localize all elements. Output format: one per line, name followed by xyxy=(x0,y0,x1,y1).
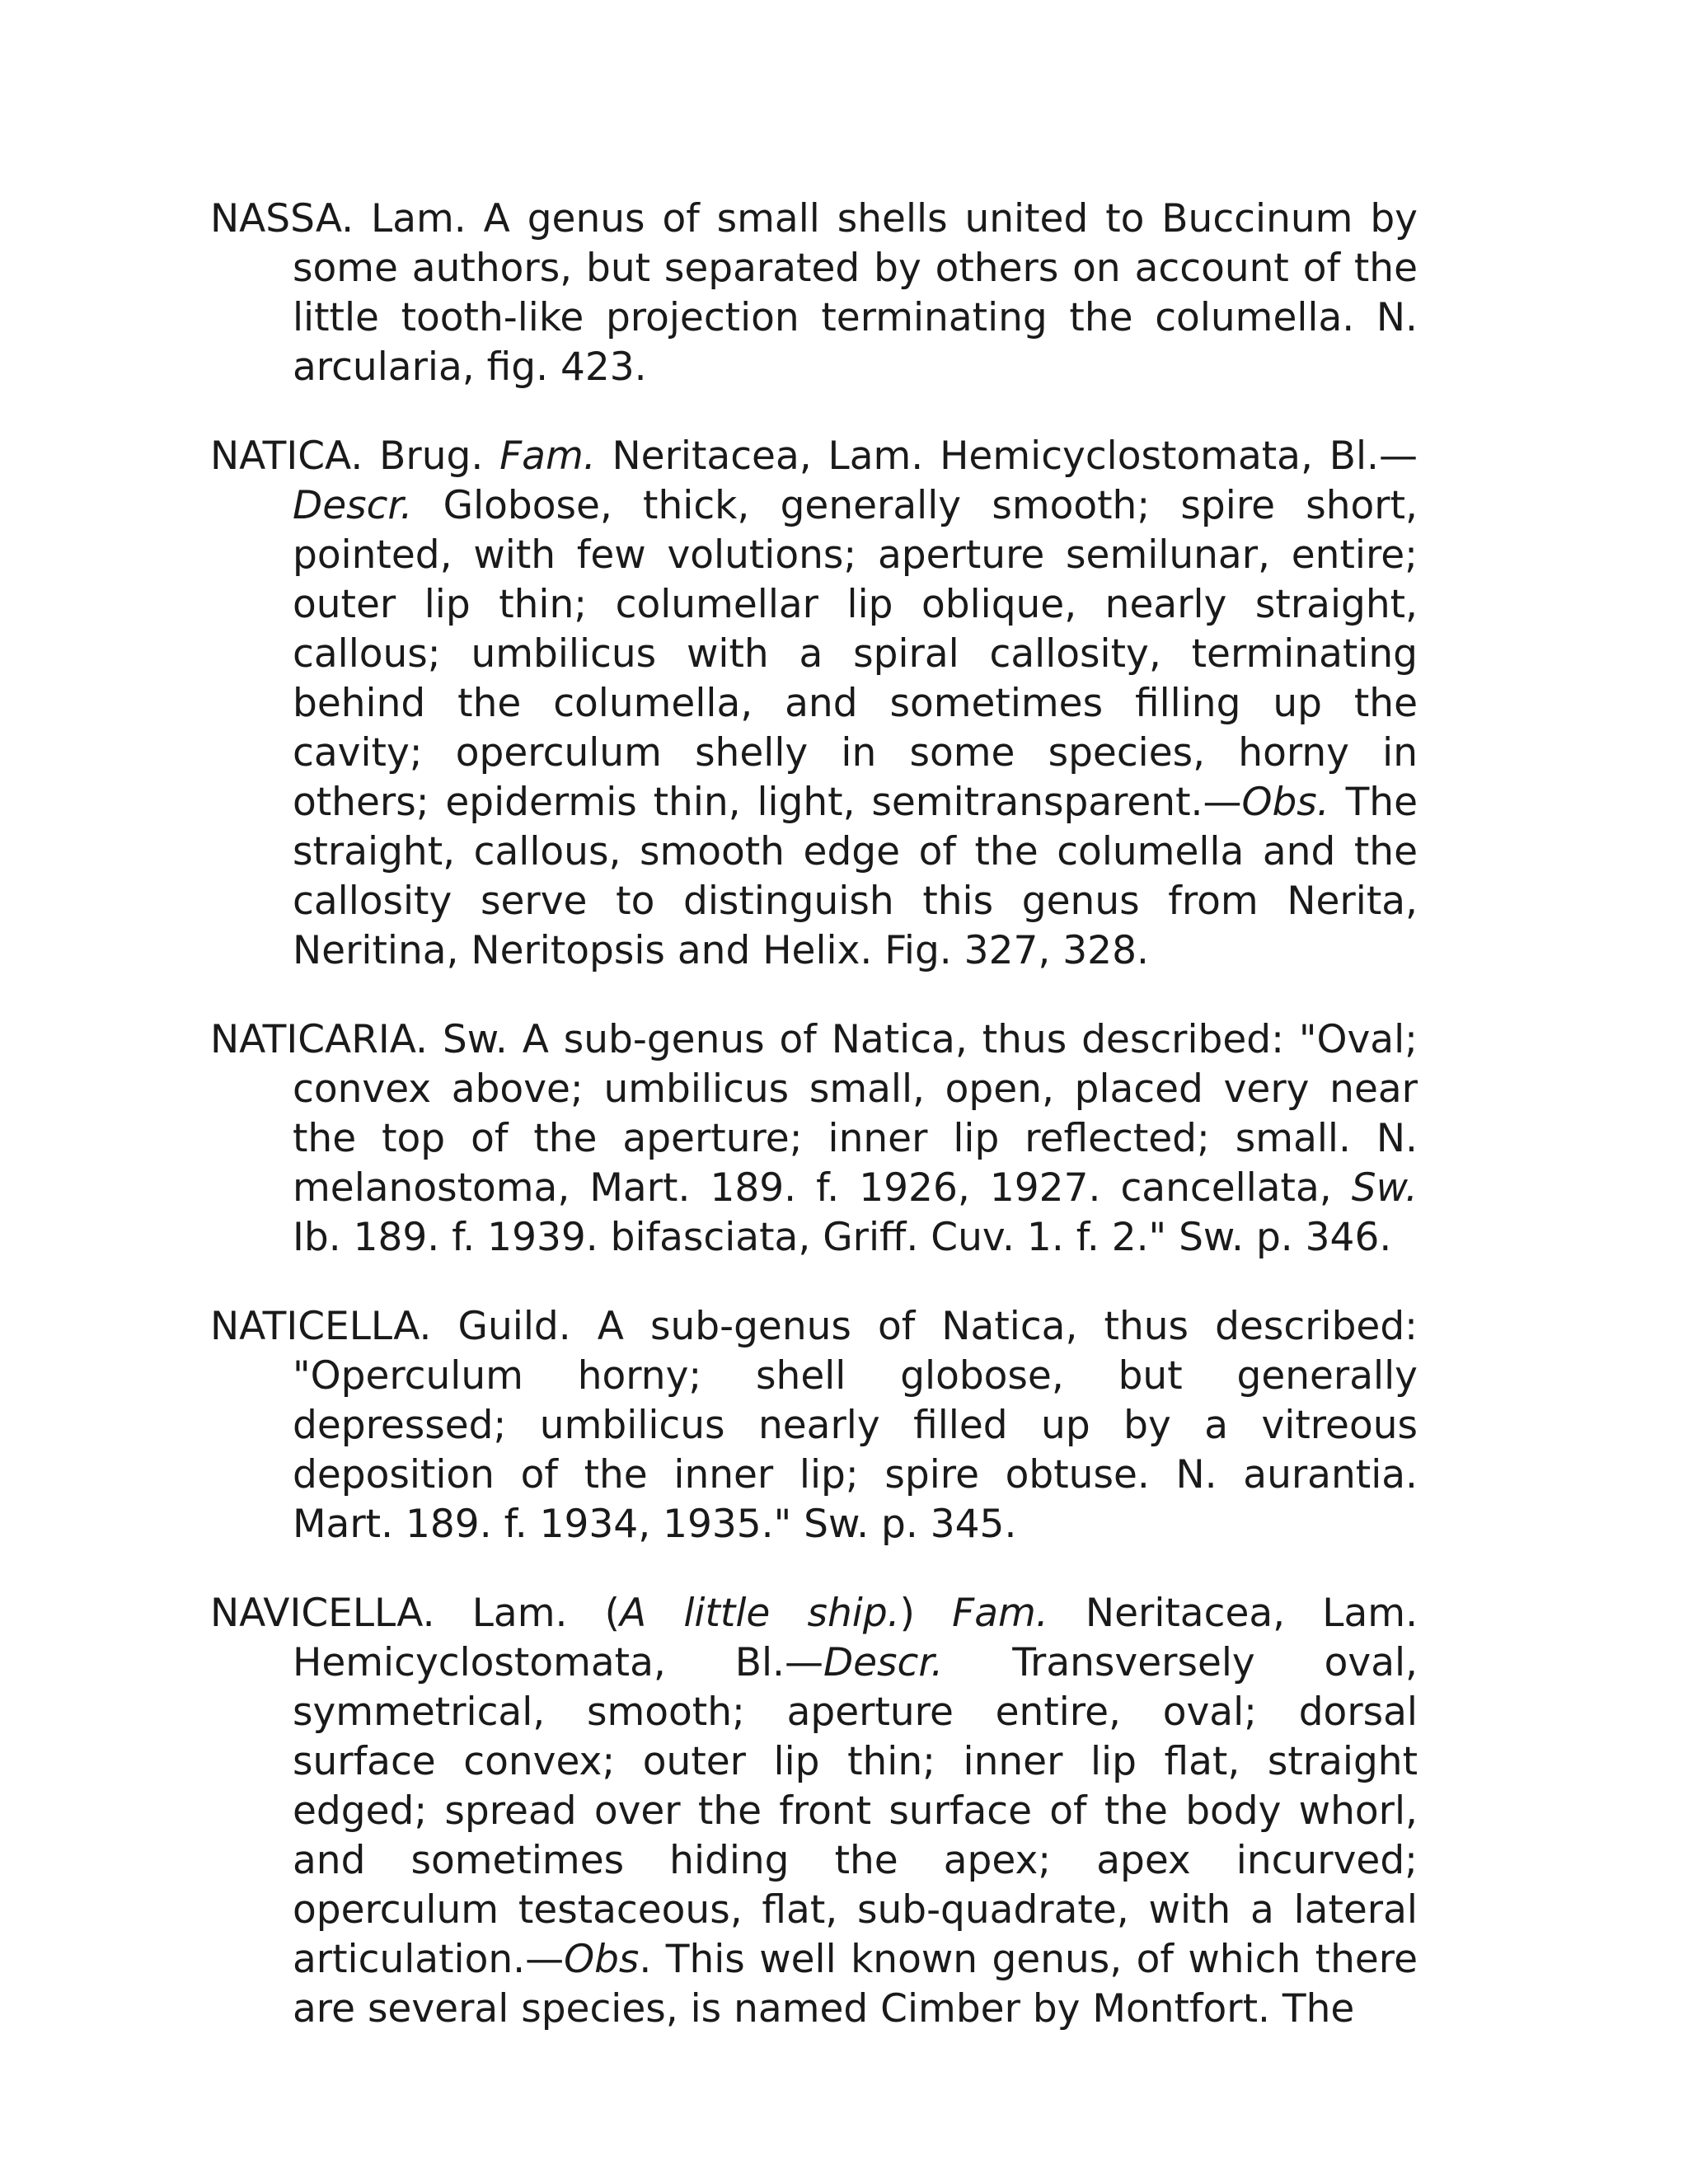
entry-italic-segment: Descr. xyxy=(293,483,413,528)
entry-text-segment: NATICARIA. Sw. A sub-genus of Natica, thus described: "Oval; convex above; umbilicus small, open, placed very near the top of the aperture; inner lip reflected; small. N. melanostoma, Mart. 189. f. 1926, 1927. cancellata, xyxy=(210,1017,1418,1211)
entry-italic-segment: Fam. xyxy=(952,1591,1048,1636)
page-text xyxy=(210,194,1418,2034)
entry-text-segment: ) xyxy=(899,1591,953,1636)
entry-naticaria xyxy=(210,1015,1418,1263)
entry-naticella xyxy=(210,1302,1418,1549)
entry-italic-segment: Fam. xyxy=(499,434,596,479)
entry-italic-segment: Sw. xyxy=(1351,1165,1418,1211)
entry-italic-segment: A little ship. xyxy=(620,1591,900,1636)
entry-text-segment: The straight, callous, smooth edge of the columella and the callosity serve to distinguish this genus from Nerita, Neritina, Neritopsis and Helix. Fig. 327, 328. xyxy=(293,780,1418,973)
entry-text-segment: Transversely oval, symmetrical, smooth; aperture entire, oval; dorsal surface convex; outer lip thin; inner lip flat, straight edged; spread over the front surface of the body whorl, and sometimes hiding the apex; apex incurved; operculum testaceous, flat, sub-quadrate, with a lateral articulation.— xyxy=(293,1640,1418,1982)
entry-text-segment: Neritacea, Lam. Hemicyclostomata, Bl.— xyxy=(293,1591,1418,1685)
entry-nassa xyxy=(210,194,1418,392)
entry-italic-segment: Obs. xyxy=(1241,780,1329,825)
entry-text-segment: NASSA. Lam. A genus of small shells united to Buccinum by some authors, but separated by others on account of the little tooth-like projection terminating the columella. N. arcularia, fig. 423. xyxy=(210,196,1418,390)
entry-text-segment: Ib. 189. f. 1939. bifasciata, Griff. Cuv. 1. f. 2." Sw. p. 346. xyxy=(293,1215,1392,1260)
entry-navicella xyxy=(210,1589,1418,2034)
entry-text-segment: . This well known genus, of which there are several species, is named Cimber by Montfort. The xyxy=(293,1937,1418,2032)
entry-text-segment: NAVICELLA. Lam. ( xyxy=(210,1591,620,1636)
entry-natica xyxy=(210,432,1418,976)
entry-text-segment: NATICELLA. Guild. A sub-genus of Natica, thus described: "Operculum horny; shell globose, but generally depressed; umbilicus nearly filled up by a vitreous deposition of the inner lip; spire obtuse. N. aurantia. Mart. 189. f. 1934, 1935." Sw. p. 345. xyxy=(210,1304,1418,1547)
entry-text-segment: Globose, thick, generally smooth; spire short, pointed, with few volutions; aperture semilunar, entire; outer lip thin; columellar lip oblique, nearly straight, callous; umbilicus with a spiral callosity, terminating behind the columella, and sometimes filling up the cavity; operculum shelly in some species, horny in others; epidermis thin, light, semitransparent.— xyxy=(293,483,1418,825)
entry-text-segment: NATICA. Brug. xyxy=(210,434,500,479)
entry-italic-segment: Obs xyxy=(564,1937,640,1982)
entry-text-segment: Neritacea, Lam. Hemicyclostomata, Bl.— xyxy=(595,434,1418,479)
entry-italic-segment: Descr. xyxy=(823,1640,944,1685)
